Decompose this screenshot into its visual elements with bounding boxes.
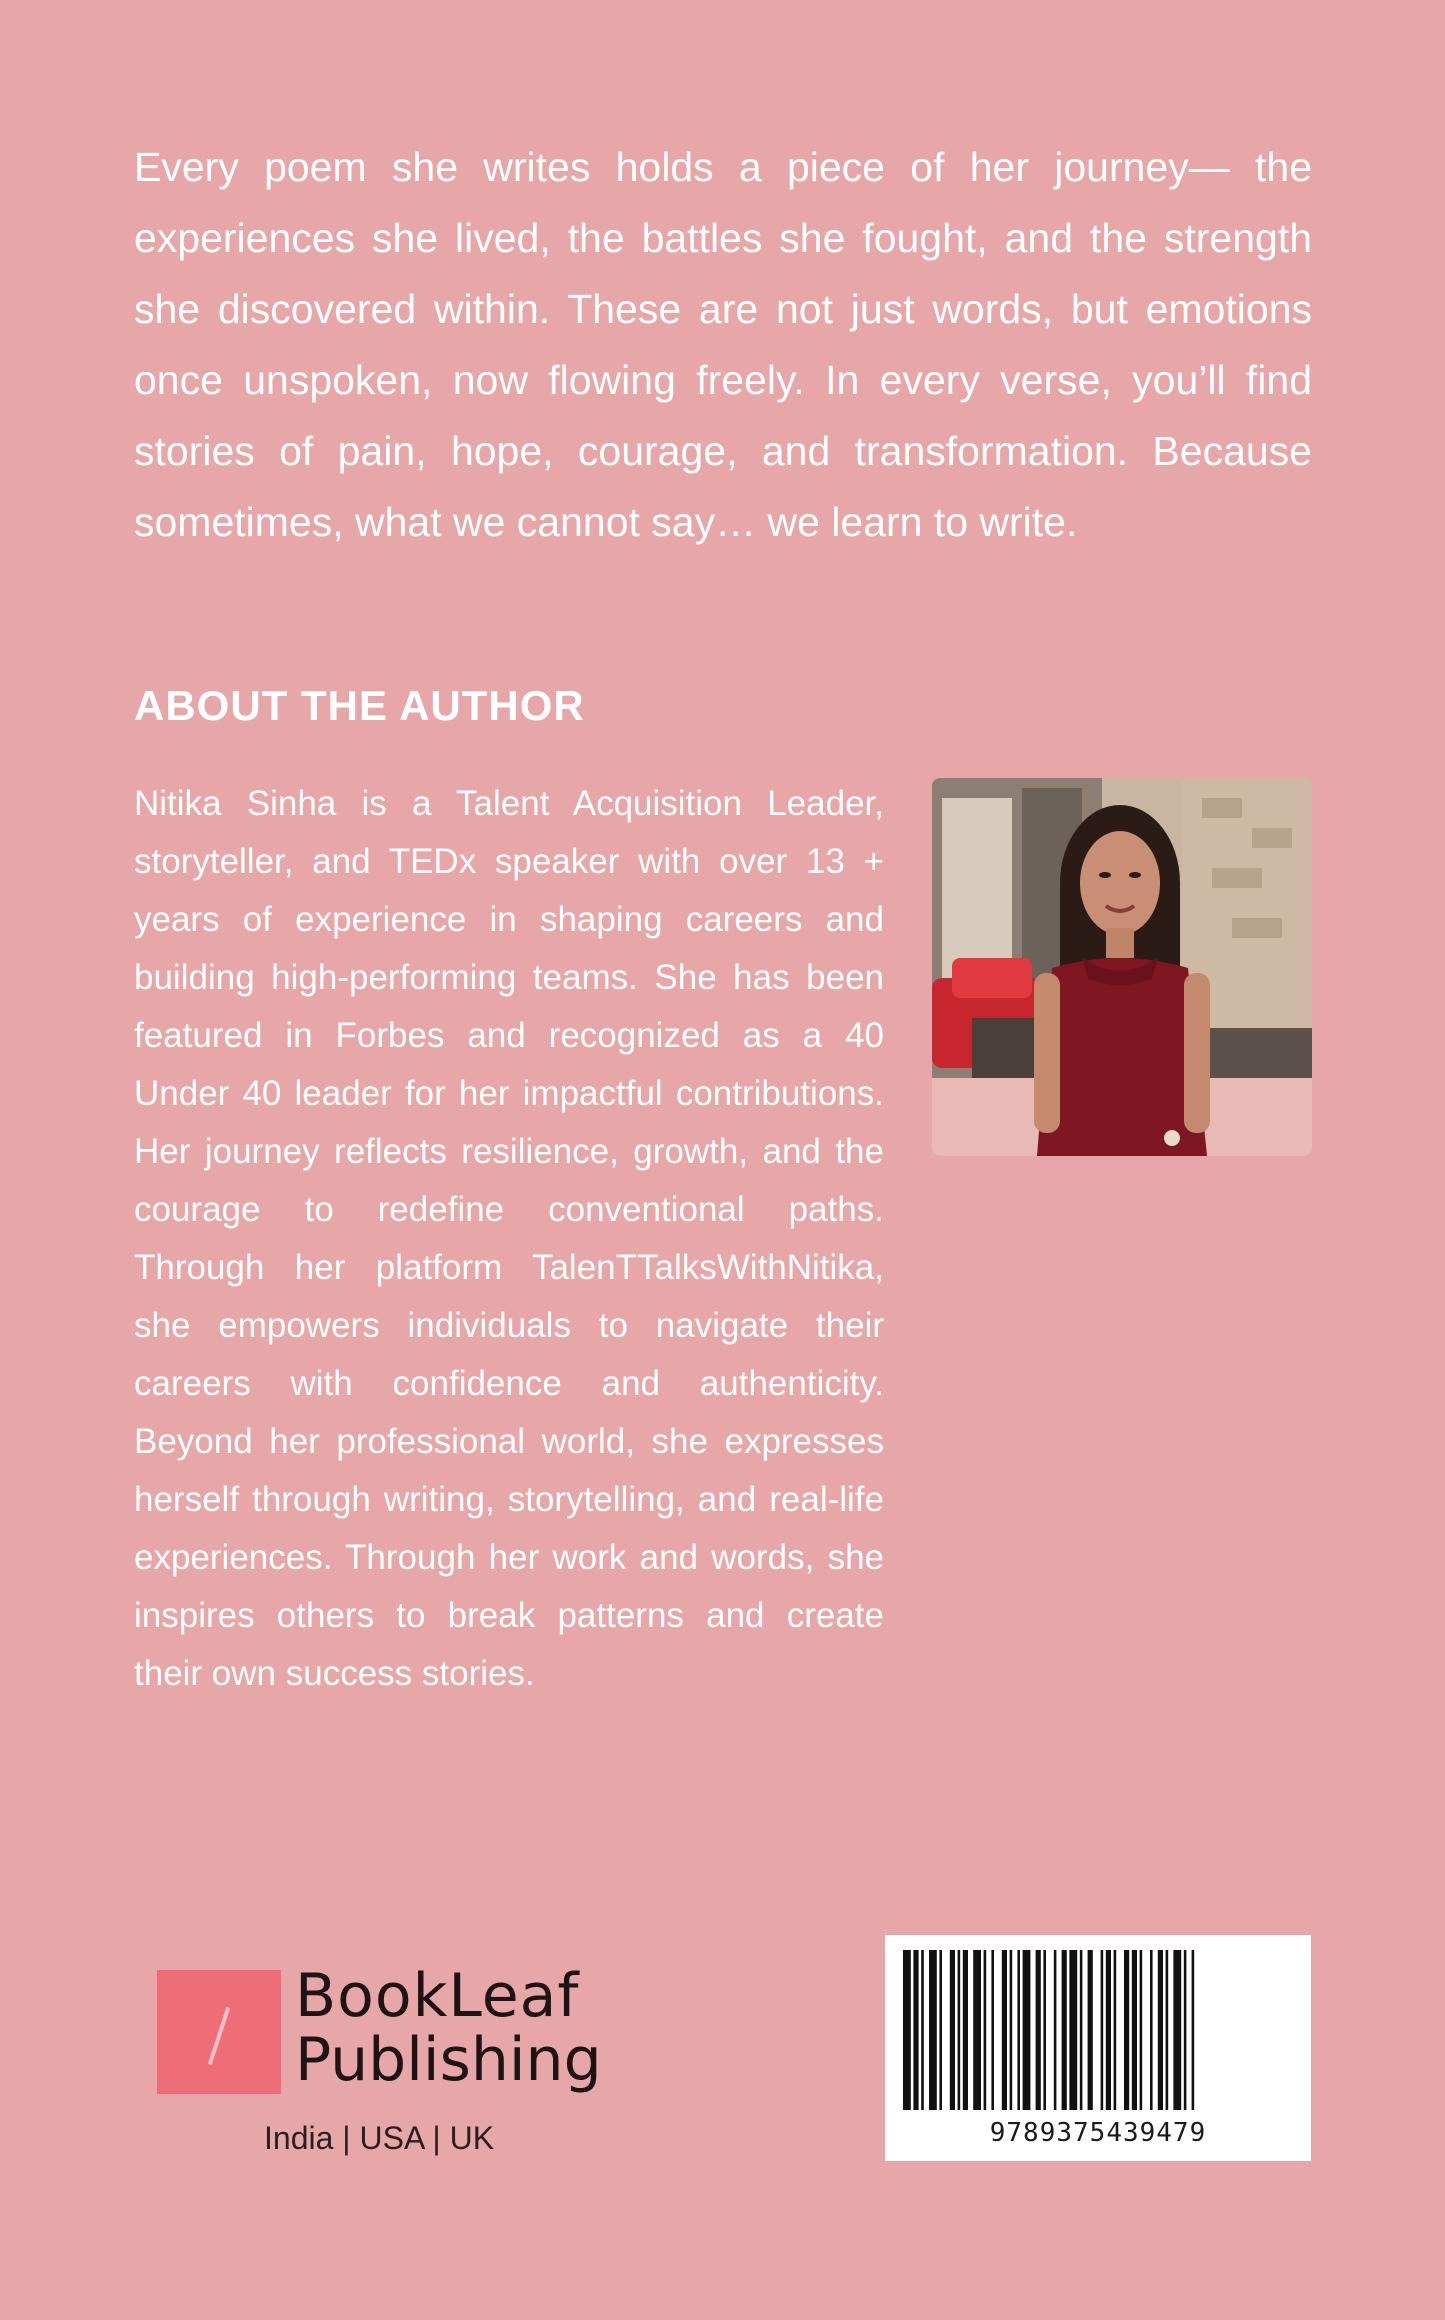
barcode-bar: [1158, 1950, 1163, 2110]
isbn-number: 9789375439479: [989, 2118, 1207, 2148]
barcode-bar: [929, 1950, 937, 2110]
barcode-bar: [1132, 1950, 1137, 2110]
barcode-bar: [1010, 1950, 1013, 2110]
barcode-bar: [1166, 1950, 1169, 2110]
bookleaf-mark-icon: [157, 1970, 281, 2094]
barcode-bar: [1101, 1950, 1104, 2110]
barcode-bar: [1054, 1950, 1057, 2110]
barcode-bar: [1036, 1950, 1041, 2110]
barcode-bar: [984, 1950, 987, 2110]
barcode-bar: [921, 1950, 924, 2110]
author-bio: Nitika Sinha is a Talent Acquisition Leader, storyteller, and TEDx speaker with over 13 + years of experience in shaping careers and building high-performing teams. She has been featured in Forbes and recognized as a 40 Under 40 leader for her impactful contributions. Her journey reflects resilience, growth, and the courage to redefine conventional paths. Through her platform TalenTTalksWithNitika, she empowers individuals to navigate their careers with confidence and authenticity. Beyond her professional world, she expresses herself through writing, storytelling, and real-life experiences. Through her work and words, she inspires others to break patterns and create their own success stories.: [134, 784, 884, 1693]
barcode-bar: [1192, 1950, 1195, 2110]
about-author-heading: ABOUT THE AUTHOR: [134, 682, 585, 729]
barcode-bar: [1062, 1950, 1067, 2110]
barcode-bar: [1184, 1950, 1187, 2110]
barcode-bar: [1173, 1950, 1181, 2110]
publisher-name-line1: BookLeaf: [295, 1961, 580, 2031]
barcode-bar: [939, 1950, 942, 2110]
barcode-bars-icon: [899, 1950, 1297, 2110]
barcode-bar: [1043, 1950, 1046, 2110]
barcode-bar: [1023, 1950, 1031, 2110]
barcode-bar: [950, 1950, 955, 2110]
barcode-bar: [1017, 1950, 1020, 2110]
barcode-bar: [1114, 1950, 1117, 2110]
back-cover-blurb: Every poem she writes holds a piece of her journey— the experiences she lived, the battles she fought, and the strength she discovered within. These are not just words, but emotions once unspoken, now flowing freely. In every verse, you’ll find stories of pain, hope, courage, and transformation. Because sometimes, what we cannot say… we learn to write.: [134, 144, 1312, 545]
barcode-bar: [1124, 1950, 1129, 2110]
barcode-bar: [963, 1950, 968, 2110]
barcode-bar: [1088, 1950, 1093, 2110]
publisher-logo: [157, 1961, 617, 2170]
barcode-bar: [1002, 1950, 1007, 2110]
barcode-bar: [1080, 1950, 1083, 2110]
barcode-bar: [1150, 1950, 1153, 2110]
publisher-name-line2: Publishing: [295, 2025, 602, 2095]
publisher-regions: India | USA | UK: [264, 2120, 495, 2156]
barcode-bar: [903, 1950, 911, 2110]
barcode-bar: [991, 1950, 994, 2110]
isbn-barcode: [885, 1935, 1311, 2161]
author-photo: [932, 778, 1312, 1156]
barcode-bar: [973, 1950, 981, 2110]
barcode-bar: [1069, 1950, 1077, 2110]
barcode-bar: [958, 1950, 961, 2110]
barcode-bar: [1140, 1950, 1143, 2110]
barcode-bar: [913, 1950, 918, 2110]
barcode-bar: [1106, 1950, 1111, 2110]
